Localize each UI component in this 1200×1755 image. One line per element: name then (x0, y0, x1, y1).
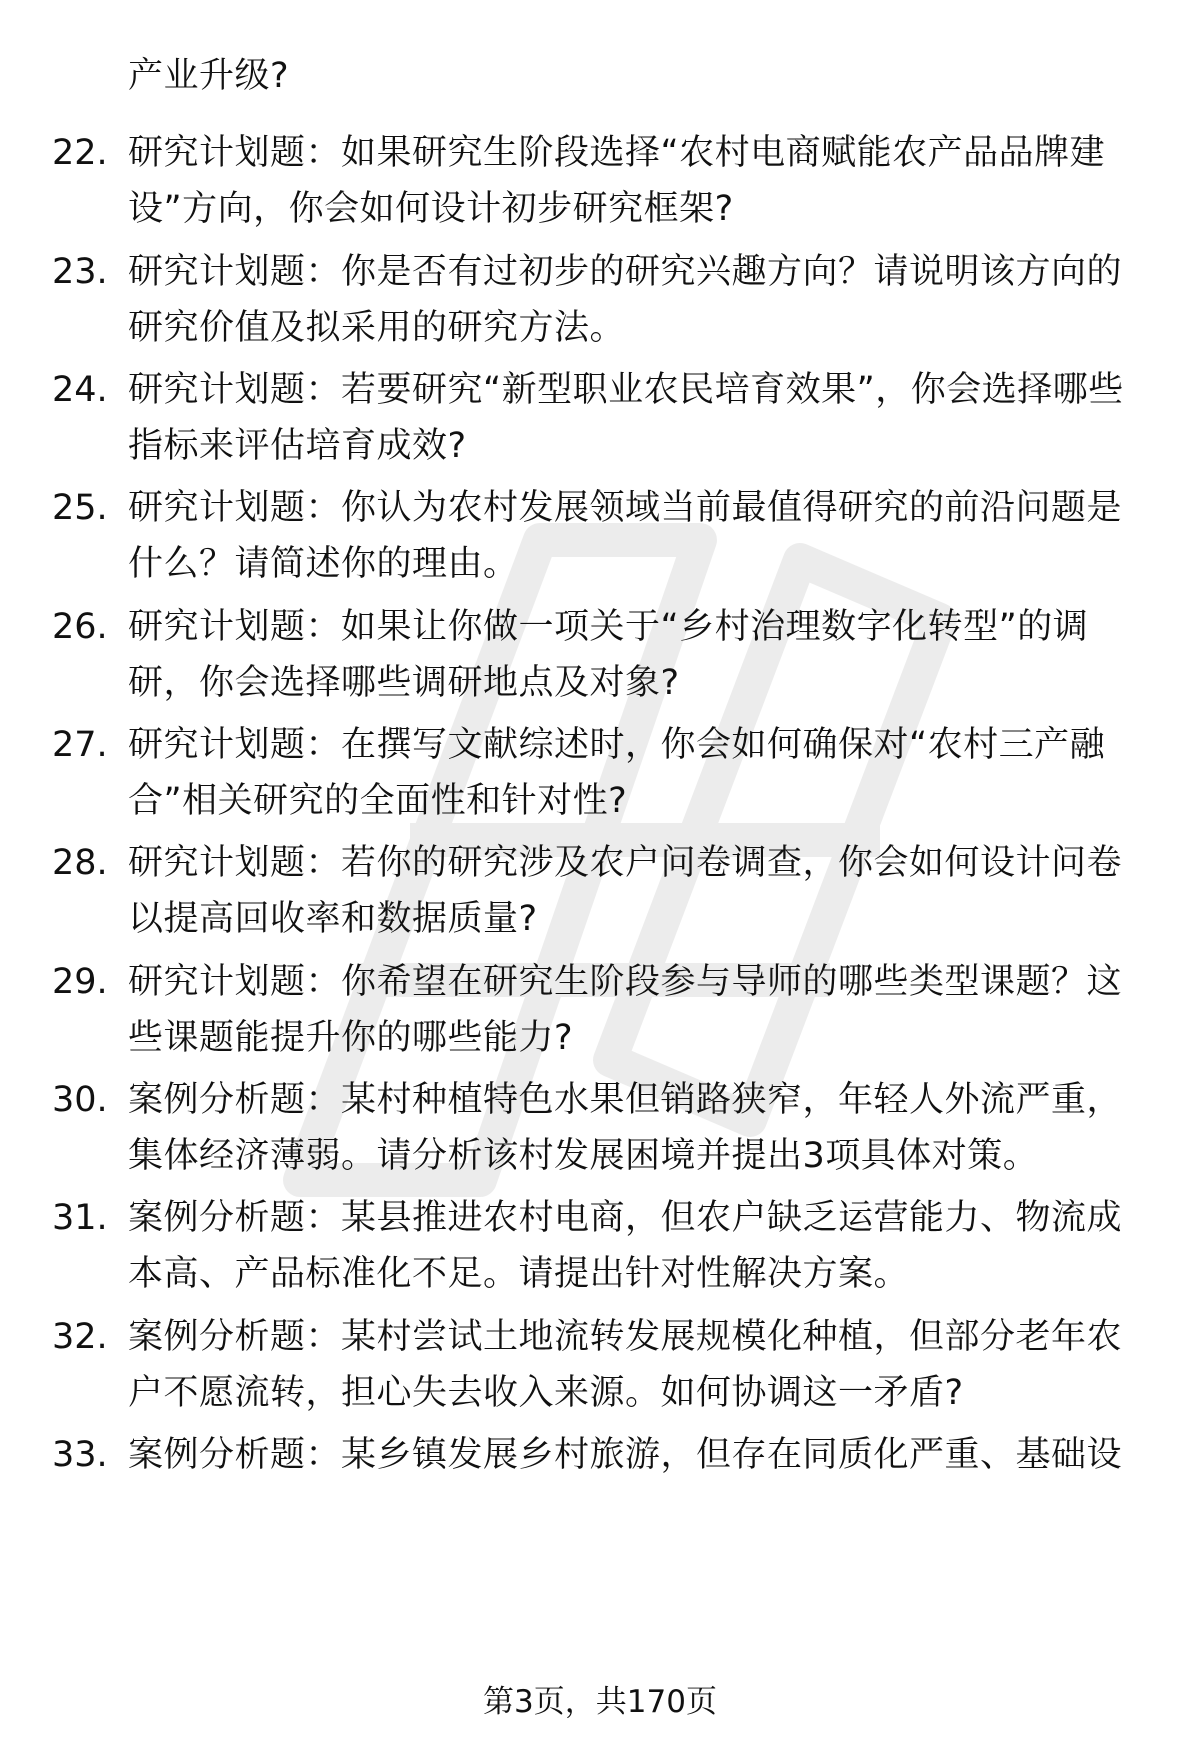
item-number: 25. (52, 488, 108, 528)
item-text: 研究计划题：在撰写文献综述时，你会如何确保对“农村三产融合”相关研究的全面性和针对性? (128, 725, 1106, 821)
item-text: 案例分析题：某村种植特色水果但销路狭窄，年轻人外流严重，集体经济薄弱。请分析该村发展困境并提出3项具体对策。 (128, 1080, 1123, 1176)
item-number: 33. (52, 1435, 108, 1475)
item-number: 31. (52, 1198, 108, 1238)
item-number: 22. (52, 133, 108, 173)
continuation-line: 产业升级? (128, 56, 290, 96)
item-text: 研究计划题：你认为农村发展领域当前最值得研究的前沿问题是什么？请简述你的理由。 (128, 488, 1123, 584)
item-text: 研究计划题：你是否有过初步的研究兴趣方向？请说明该方向的研究价值及拟采用的研究方法。 (128, 252, 1123, 348)
item-text: 研究计划题：你希望在研究生阶段参与导师的哪些类型课题？这些课题能提升你的哪些能力? (128, 962, 1123, 1058)
item-text: 研究计划题：如果让你做一项关于“乡村治理数字化转型”的调研，你会选择哪些调研地点及对象? (128, 607, 1089, 703)
page-footer: 第3页，共170页 (483, 1684, 717, 1720)
item-number: 23. (52, 252, 108, 292)
item-number: 32. (52, 1317, 108, 1357)
item-text: 研究计划题：若要研究“新型职业农民培育效果”，你会选择哪些指标来评估培育成效? (128, 370, 1124, 466)
item-number: 29. (52, 962, 108, 1002)
item-number: 26. (52, 607, 108, 647)
item-text: 研究计划题：若你的研究涉及农户问卷调查，你会如何设计问卷以提高回收率和数据质量? (128, 843, 1123, 939)
item-text: 案例分析题：某村尝试土地流转发展规模化种植，但部分老年农户不愿流转，担心失去收入来源。如何协调这一矛盾? (128, 1317, 1123, 1413)
item-number: 24. (52, 370, 108, 410)
item-number: 28. (52, 843, 108, 883)
item-text: 案例分析题：某县推进农村电商，但农户缺乏运营能力、物流成本高、产品标准化不足。请提出针对性解决方案。 (128, 1198, 1123, 1294)
item-number: 30. (52, 1080, 108, 1120)
item-text: 研究计划题：如果研究生阶段选择“农村电商赋能农产品品牌建设”方向，你会如何设计初步研究框架? (128, 133, 1106, 229)
item-text: 案例分析题：某乡镇发展乡村旅游，但存在同质化严重、基础设 (128, 1435, 1123, 1475)
item-number: 27. (52, 725, 108, 765)
